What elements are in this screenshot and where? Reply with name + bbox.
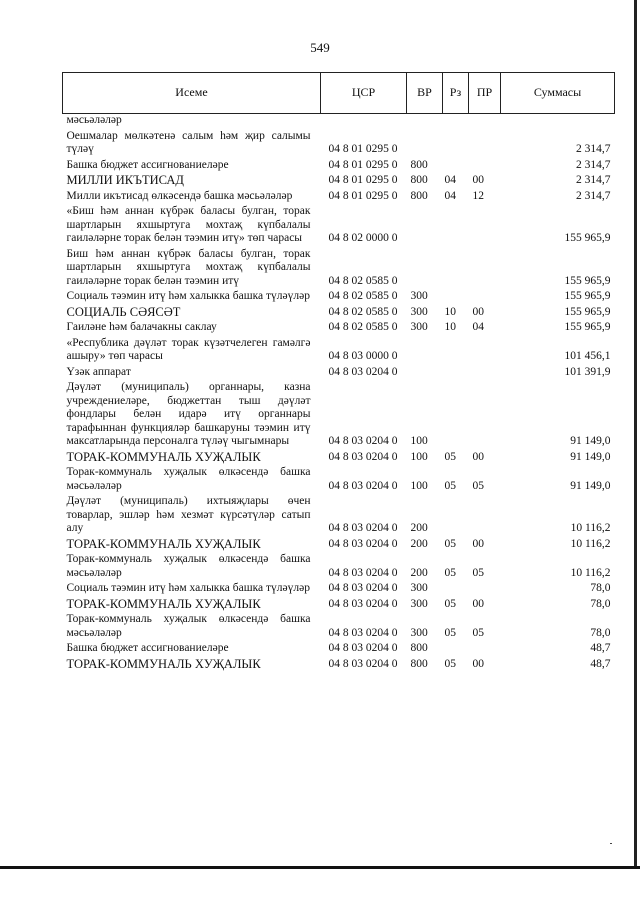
cell-pr: 12: [472, 189, 484, 202]
cell-vr: [407, 337, 443, 366]
table-header: [63, 73, 615, 114]
header-csr: ЦСР: [321, 73, 407, 114]
cell-csr: 04 8 01 0295 0: [328, 143, 398, 155]
header-rz: Рз: [443, 73, 469, 114]
table-row: [63, 658, 615, 674]
cell-csr: 04 8 03 0204 0: [328, 450, 398, 463]
table-row: [63, 290, 615, 306]
cell-pr: [469, 582, 501, 598]
header-name: Исеме: [63, 73, 321, 114]
cell-pr: 00: [472, 537, 484, 550]
scan-edge-bottom: [0, 866, 640, 869]
cell-name: ТОРАК-КОММУНАЛЬ ХУҖАЛЫК: [66, 656, 261, 671]
cell-rz: [443, 114, 469, 130]
cell-rz: [443, 290, 469, 306]
cell-sum: 155 965,9: [564, 274, 611, 287]
cell-pr: [469, 159, 501, 175]
cell-sum: 155 965,9: [564, 232, 611, 244]
cell-pr: [469, 205, 501, 248]
table-row: [63, 366, 615, 382]
cell-pr: 00: [472, 597, 484, 610]
table-row: [63, 159, 615, 175]
cell-pr: [469, 130, 501, 159]
cell-vr: 800: [410, 642, 428, 654]
cell-csr: 04 8 02 0585 0: [328, 321, 398, 333]
cell-rz: 05: [444, 597, 456, 610]
cell-name: МИЛЛИ ИКЪТИСАД: [66, 173, 184, 187]
table-body: [63, 114, 615, 674]
table-row: [63, 466, 615, 495]
cell-name: ТОРАК-КОММУНАЛЬ ХУҖАЛЫК: [66, 596, 261, 611]
cell-rz: 05: [444, 537, 456, 550]
cell-rz: 05: [444, 566, 456, 579]
cell-csr: 04 8 03 0204 0: [328, 537, 398, 550]
cell-sum: 155 965,9: [564, 290, 611, 302]
cell-name: Башка бюджет ассигнованиеләре: [66, 642, 229, 654]
cell-rz: 05: [444, 626, 456, 639]
cell-csr: 04 8 03 0204 0: [328, 365, 398, 378]
cell-sum: 2 314,7: [576, 174, 611, 186]
cell-vr: 100: [410, 435, 428, 447]
cell-rz: 05: [444, 657, 456, 670]
cell-rz: [443, 205, 469, 248]
cell-vr: 200: [410, 522, 428, 534]
cell-sum: 2 314,7: [576, 143, 611, 155]
cell-rz: [443, 381, 469, 451]
cell-csr: 04 8 03 0000 0: [328, 350, 398, 362]
table-row: [63, 553, 615, 582]
cell-rz: [443, 495, 469, 538]
cell-csr: [321, 114, 407, 130]
cell-sum: 2 314,7: [576, 158, 611, 171]
cell-pr: 05: [472, 566, 484, 579]
cell-vr: 800: [410, 158, 428, 171]
cell-rz: [443, 366, 469, 382]
table-row: [63, 642, 615, 658]
cell-csr: 04 8 03 0204 0: [328, 522, 398, 534]
cell-sum: 48,7: [590, 657, 611, 670]
cell-pr: 05: [472, 626, 484, 639]
cell-csr: 04 8 02 0000 0: [328, 232, 398, 244]
cell-name: Социаль тәэмин итү һәм халыкка башка түләүләр: [66, 290, 310, 302]
cell-rz: [443, 582, 469, 598]
table-row: [63, 190, 615, 206]
table-row: [63, 381, 615, 451]
cell-pr: 00: [472, 305, 484, 318]
cell-vr: 300: [410, 321, 428, 333]
cell-sum: 91 149,0: [570, 479, 611, 492]
header-vr: ВР: [407, 73, 443, 114]
page-number: 549: [310, 40, 330, 55]
cell-csr: 04 8 01 0295 0: [328, 189, 398, 202]
cell-vr: 200: [410, 537, 428, 550]
cell-name: «Республика дәүләт торак күзәтчелеген гамәлгә ашыру» төп чарасы: [66, 336, 311, 362]
cell-name: мәсьәләләр: [66, 114, 122, 126]
cell-csr: 04 8 02 0585 0: [328, 305, 398, 318]
cell-sum: [501, 114, 615, 130]
cell-name: Биш һәм аннан күбрәк баласы булган, торак шартларын яхшыртуга мохтаҗ күпбалалы гаиләләрне торак белән тәэмин итү: [66, 247, 311, 287]
cell-csr: 04 8 03 0204 0: [328, 642, 398, 654]
cell-pr: [469, 366, 501, 382]
cell-sum: 155 965,9: [564, 321, 611, 333]
cell-sum: 101 391,9: [564, 365, 611, 378]
cell-sum: 91 149,0: [570, 435, 611, 447]
cell-rz: 05: [444, 479, 456, 492]
table-row: [63, 495, 615, 538]
cell-vr: [407, 130, 443, 159]
scan-mark: [610, 843, 612, 844]
cell-pr: 05: [472, 479, 484, 492]
cell-sum: 10 116,2: [570, 566, 611, 579]
cell-vr: 300: [410, 582, 428, 594]
table-row: [63, 321, 615, 337]
cell-rz: 04: [444, 174, 456, 186]
header-pr: ПР: [469, 73, 501, 114]
cell-pr: 00: [472, 657, 484, 670]
cell-csr: 04 8 03 0204 0: [328, 657, 398, 670]
cell-name: Социаль тәэмин итү һәм халыкка башка түләүләр: [66, 582, 310, 594]
cell-sum: 91 149,0: [570, 450, 611, 463]
table-row: [63, 613, 615, 642]
table-row: [63, 337, 615, 366]
cell-rz: [443, 248, 469, 291]
budget-table: [62, 72, 615, 673]
cell-rz: [443, 159, 469, 175]
cell-rz: 05: [444, 450, 456, 463]
cell-vr: [407, 205, 443, 248]
table-row: [63, 130, 615, 159]
cell-name: «Биш һәм аннан күбрәк баласы булган, торак шартларын яхшыртуга мохтаҗ күпбалалы гаиләләрне торак белән тәэмин итү» төп чарасы: [66, 205, 311, 244]
cell-rz: 10: [444, 321, 456, 333]
cell-name: Торак-коммуналь хуҗалык өлкәсендә башка мәсьәләләр: [66, 613, 311, 639]
cell-csr: 04 8 02 0585 0: [328, 290, 398, 302]
cell-pr: [469, 495, 501, 538]
cell-pr: 04: [472, 321, 484, 333]
table-row: [63, 598, 615, 614]
cell-csr: 04 8 03 0204 0: [328, 626, 398, 639]
table-row: [63, 451, 615, 467]
table-row: [63, 205, 615, 248]
cell-rz: [443, 642, 469, 658]
cell-vr: 100: [410, 450, 428, 463]
cell-vr: 200: [410, 566, 428, 579]
header-sum: Суммасы: [501, 73, 615, 114]
cell-sum: 101 456,1: [564, 350, 611, 362]
cell-name: СОЦИАЛЬ СӘЯСӘТ: [66, 304, 181, 319]
scan-edge-right: [634, 0, 637, 869]
cell-name: Милли икътисад өлкәсендә башка мәсьәләләр: [66, 189, 293, 202]
cell-csr: 04 8 03 0204 0: [328, 435, 398, 447]
cell-sum: 78,0: [590, 626, 611, 639]
cell-csr: 04 8 01 0295 0: [328, 174, 398, 186]
cell-name: Дәүләт (муниципаль) органнары, казна учреждениеләре, бюджеттан тыш дәүләт фондлары белән идарә итү органнары тарафыннан функцияләр башкаруны тәэмин итү максатларында персоналга түләү чыгымнары: [66, 381, 311, 447]
cell-vr: 300: [410, 305, 428, 318]
cell-rz: 10: [444, 305, 456, 318]
table-row: [63, 538, 615, 554]
cell-sum: 155 965,9: [564, 305, 611, 318]
cell-vr: 800: [410, 174, 428, 186]
cell-vr: [407, 248, 443, 291]
cell-name: Торак-коммуналь хуҗалык өлкәсендә башка мәсьәләләр: [66, 553, 311, 579]
cell-sum: 78,0: [590, 582, 611, 594]
cell-name: Дәүләт (муниципаль) ихтыяҗлары өчен товарлар, эшләр һәм хезмәт күрсәтүләр сатып алу: [66, 495, 311, 534]
cell-csr: 04 8 03 0204 0: [328, 479, 398, 492]
cell-pr: [469, 381, 501, 451]
table-row: [63, 248, 615, 291]
cell-pr: [469, 114, 501, 130]
cell-name: Гаиләне һәм балачакны саклау: [66, 321, 217, 333]
cell-pr: 00: [472, 450, 484, 463]
cell-pr: [469, 248, 501, 291]
cell-name: Башка бюджет ассигнованиеләре: [66, 158, 229, 171]
cell-csr: 04 8 03 0204 0: [328, 597, 398, 610]
cell-pr: [469, 290, 501, 306]
cell-vr: 800: [410, 657, 428, 670]
cell-rz: [443, 337, 469, 366]
cell-sum: 48,7: [590, 642, 611, 654]
table-row: [63, 582, 615, 598]
cell-vr: 300: [410, 290, 428, 302]
cell-vr: [407, 114, 443, 130]
cell-sum: 10 116,2: [570, 537, 611, 550]
cell-name: ТОРАК-КОММУНАЛЬ ХУҖАЛЫК: [66, 449, 261, 464]
cell-name: Торак-коммуналь хуҗалык өлкәсендә башка мәсьәләләр: [66, 466, 311, 492]
cell-pr: [469, 642, 501, 658]
cell-sum: 2 314,7: [576, 189, 611, 202]
cell-csr: 04 8 03 0204 0: [328, 566, 398, 579]
cell-vr: 100: [410, 479, 428, 492]
cell-csr: 04 8 02 0585 0: [328, 274, 398, 287]
cell-name: Үзәк аппарат: [66, 365, 131, 378]
cell-name: Оешмалар мөлкәтенә салым һәм җир салымы түләү: [66, 129, 311, 155]
cell-vr: 300: [410, 597, 428, 610]
cell-csr: 04 8 01 0295 0: [328, 158, 398, 171]
cell-sum: 10 116,2: [570, 522, 611, 534]
cell-pr: 00: [472, 174, 484, 186]
cell-csr: 04 8 03 0204 0: [328, 582, 398, 594]
cell-rz: 04: [444, 189, 456, 202]
cell-vr: [407, 366, 443, 382]
table-row: [63, 306, 615, 322]
table-row: [63, 114, 615, 130]
cell-pr: [469, 337, 501, 366]
table-row: [63, 174, 615, 190]
cell-name: ТОРАК-КОММУНАЛЬ ХУҖАЛЫК: [66, 536, 261, 551]
cell-vr: 800: [410, 189, 428, 202]
cell-rz: [443, 130, 469, 159]
cell-sum: 78,0: [590, 597, 611, 610]
cell-vr: 300: [410, 626, 428, 639]
